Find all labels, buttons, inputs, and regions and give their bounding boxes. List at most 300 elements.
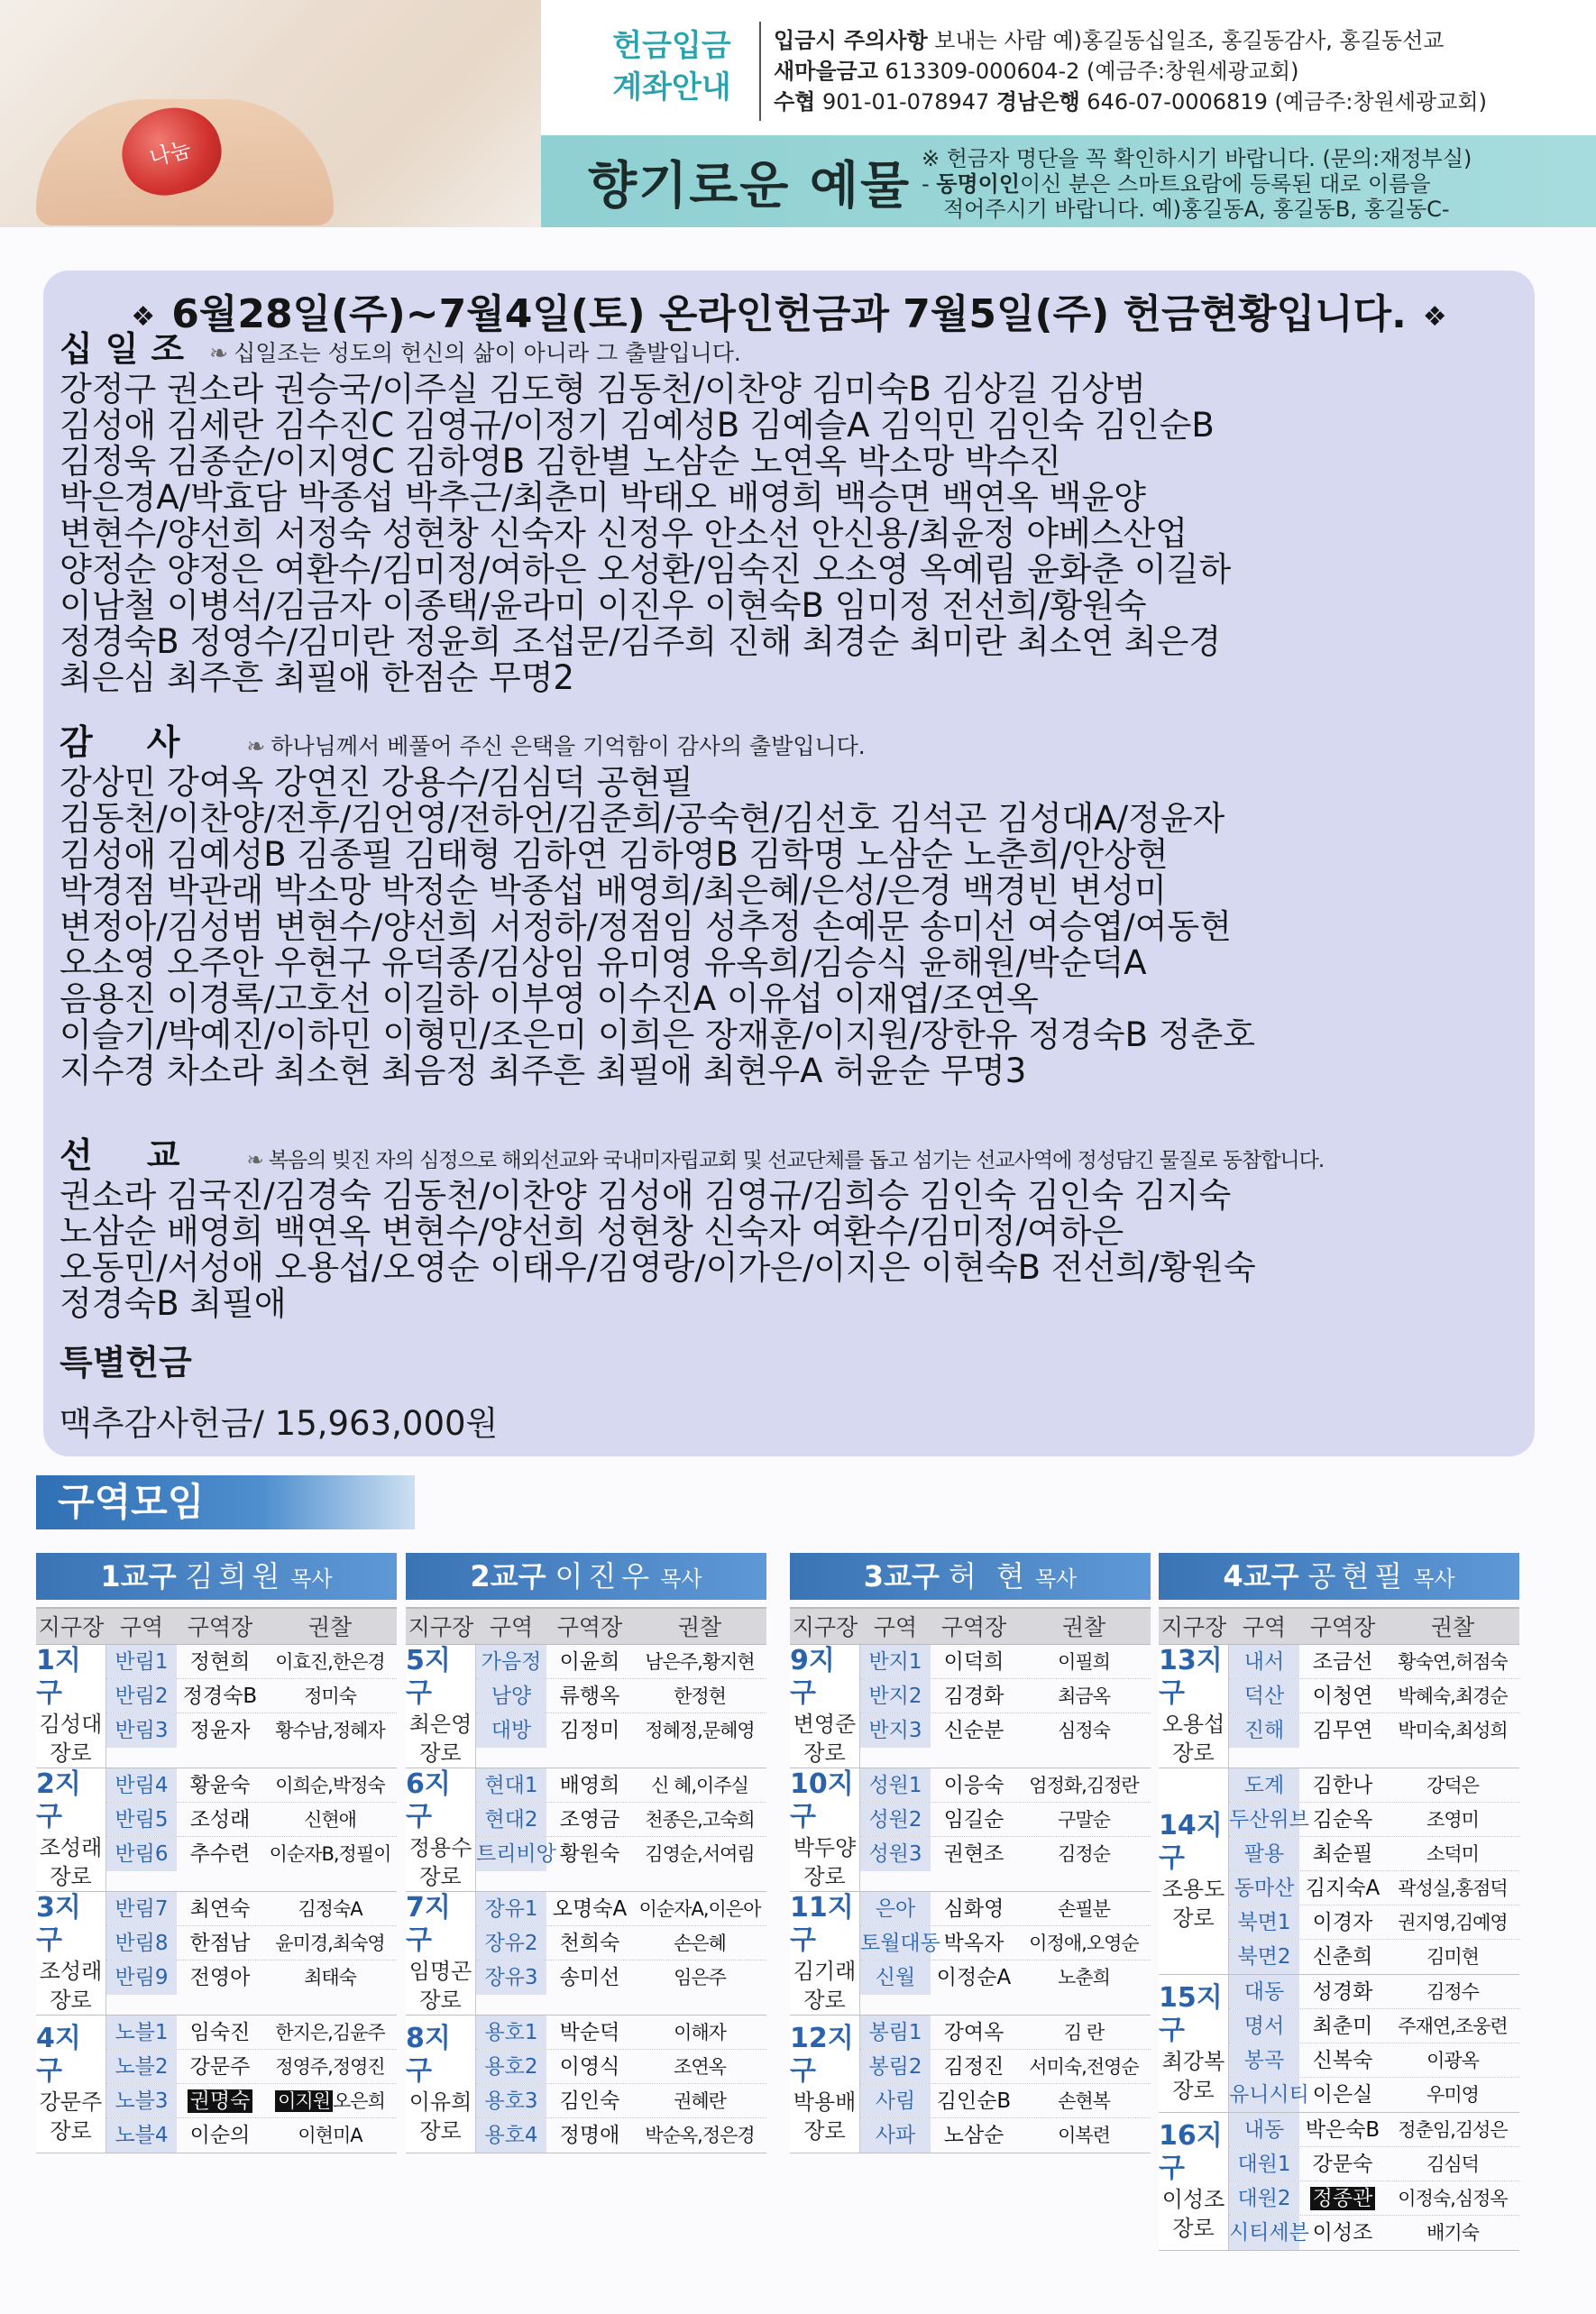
cell-area: 봉곡 — [1229, 2043, 1299, 2077]
district-leader: 이성조 — [1161, 2187, 1225, 2212]
bullet-icon: ❖ — [1422, 300, 1447, 333]
cell-area: 은아 — [860, 1892, 931, 1925]
district-leader-cell — [790, 1645, 860, 1768]
leaf-icon: ❧ — [246, 733, 266, 759]
header-note — [922, 146, 1472, 222]
deposit-notice-text: 보내는 사람 예)홍길동십일조, 홍길동감사, 홍길동선교 — [927, 28, 1445, 53]
district-column-header — [790, 1553, 1151, 1600]
cell-leader: 한점남 — [189, 1932, 251, 1955]
cell-leader: 추수련 — [189, 1842, 251, 1866]
cell-area: 유니시티 — [1229, 2078, 1299, 2112]
name-line: 김동천/이찬양/전후/김언영/전하언/김준희/공숙현/김선호 김석곤 김성대A/정윤자 — [60, 801, 1225, 837]
district-group — [36, 1892, 397, 2016]
name-line: 권소라 김국진/김경숙 김동천/이찬양 김성애 김영규/김희승 김인숙 김인숙 김지숙 — [60, 1178, 1232, 1214]
column-header: 구역 — [873, 1614, 918, 1640]
table-row — [1229, 1871, 1519, 1905]
cell-area: 남양 — [476, 1679, 546, 1713]
parish-name: 4교구 — [1223, 1559, 1299, 1593]
cell-area: 내동 — [1229, 2113, 1299, 2146]
heart-text: 나눔 — [146, 136, 194, 171]
district-leader: 장로 — [419, 1988, 462, 2013]
district-leader-cell — [1159, 1645, 1229, 1768]
cell-area: 토월대동 — [860, 1926, 931, 1960]
cell-assistant: 손은혜 — [674, 1933, 726, 1954]
cell-area: 반지3 — [860, 1713, 931, 1748]
table-row — [860, 2118, 1151, 2153]
table-row — [1229, 1768, 1519, 1803]
cell-assistant: 이현미A — [298, 2125, 362, 2146]
district-leader-cell — [1159, 2113, 1229, 2250]
district-rows — [476, 2016, 766, 2153]
cell-area: 반림6 — [106, 1837, 177, 1871]
cell-area: 대원1 — [1229, 2147, 1299, 2181]
table-row — [860, 1960, 1151, 1995]
table-row — [1229, 2181, 1519, 2216]
table-row — [860, 1892, 1151, 1926]
bullet-icon: ❖ — [131, 300, 156, 333]
table-row — [860, 1713, 1151, 1748]
district-leader: 장로 — [803, 1864, 846, 1889]
column-header: 권찰 — [1430, 1614, 1475, 1640]
district-leader: 김성대 — [39, 1712, 103, 1737]
name-line: 지수경 차소라 최소현 최음정 최주흔 최필애 최현우A 허윤순 무명3 — [60, 1053, 1027, 1089]
district-rows — [106, 1768, 397, 1891]
cell-area: 반림2 — [106, 1679, 177, 1713]
bank-2-account: 901-01-078947 — [815, 89, 996, 115]
cell-assistant: 김미현 — [1426, 1946, 1479, 1968]
table-header-row — [790, 1607, 1151, 1645]
district-rows — [106, 1892, 397, 2015]
cell-leader: 권현조 — [943, 1842, 1004, 1866]
cell-area: 두산위브 — [1229, 1803, 1299, 1836]
cell-leader: 박옥자 — [943, 1932, 1004, 1955]
cell-leader: 정현희 — [189, 1650, 251, 1674]
cell-leader: 조성래 — [189, 1808, 251, 1832]
account-guide-line-2: 계좌안내 — [612, 69, 731, 106]
cell-assistant: 이광옥 — [1426, 2050, 1479, 2071]
cell-assistant: 천종은,고숙희 — [645, 1809, 755, 1831]
district-rows — [476, 1768, 766, 1891]
district-group — [406, 2016, 766, 2153]
table-row — [106, 1837, 397, 1871]
district-leader: 오용섭 — [1161, 1712, 1225, 1737]
district-group — [36, 1645, 397, 1768]
table-row — [106, 2050, 397, 2084]
cell-area: 성원2 — [860, 1803, 931, 1836]
name-line: 변정아/김성범 변현수/양선희 서정하/정점임 성추정 손예문 송미선 여승엽/여동현 — [60, 909, 1232, 945]
cell-leader: 이청연 — [1312, 1685, 1373, 1708]
name-line: 이슬기/박예진/이하민 이형민/조은미 이희은 장재훈/이지원/장한유 정경숙B 정춘호 — [60, 1017, 1256, 1053]
table-row — [106, 1713, 397, 1748]
name-line: 변현수/양선희 서정숙 성현창 신숙자 신정우 안소선 안신용/최윤정 야베스산업 — [60, 516, 1188, 552]
name-line: 오동민/서성애 오용섭/오영순 이태우/김영랑/이가은/이지은 이현숙B 전선희/황원숙 — [60, 1250, 1256, 1286]
district-rows — [476, 1892, 766, 2015]
cell-leader: 신순분 — [943, 1719, 1004, 1742]
district-name: 12지구 — [790, 2023, 854, 2087]
pastor-title: 목사 — [660, 1566, 702, 1592]
pastor-title: 목사 — [1034, 1566, 1078, 1592]
cell-leader: 이성조 — [1312, 2221, 1373, 2245]
cell-leader: 조금선 — [1312, 1650, 1373, 1674]
district-leader: 조성래 — [39, 1959, 103, 1984]
cell-assistant: 박순옥,정은경 — [645, 2125, 755, 2146]
pastor-name: 이진우 — [555, 1559, 656, 1593]
table-row — [860, 1803, 1151, 1837]
district-leader: 장로 — [1172, 1905, 1215, 1931]
table-row — [106, 2016, 397, 2050]
cell-assistant: 이순자B,정필이 — [269, 1843, 391, 1865]
cell-assistant: 황수남,정혜자 — [275, 1720, 385, 1741]
cell-leader: 이윤희 — [559, 1650, 620, 1674]
cell-leader: 노삼순 — [943, 2124, 1004, 2147]
cell-leader: 이경자 — [1312, 1911, 1373, 1934]
cell-area: 반지2 — [860, 1679, 931, 1713]
cell-area: 봉림2 — [860, 2050, 931, 2083]
district-leader: 강문주 — [39, 2089, 103, 2115]
name-line: 양정순 양정은 여환수/김미정/여하은 오성환/임숙진 오소영 옥예림 윤화춘 이길하 — [60, 552, 1232, 588]
district-leader: 장로 — [803, 1740, 846, 1766]
district-leader-cell — [406, 2016, 476, 2153]
district-rows — [106, 2016, 397, 2153]
table-row — [1229, 1837, 1519, 1871]
table-row — [860, 2050, 1151, 2084]
cell-leader: 김정진 — [943, 2055, 1004, 2079]
cell-assistant: 김심덕 — [1426, 2153, 1479, 2175]
cell-assistant: 김 란 — [1063, 2022, 1105, 2043]
cell-leader: 정경숙B — [182, 1685, 258, 1708]
column-header: 구역 — [119, 1614, 164, 1640]
leaf-icon: ❧ — [246, 1149, 263, 1172]
district-leader: 박용배 — [793, 2089, 857, 2115]
district-name: 14지구 — [1159, 1810, 1223, 1874]
cell-assistant: 김정순 — [1058, 1843, 1110, 1865]
district-rows — [476, 1645, 766, 1768]
name-line: 정경숙B 정영수/김미란 정윤희 조섭문/김주희 진해 최경순 최미란 최소연 최은경 — [60, 624, 1222, 660]
mission-section-title — [60, 1127, 1324, 1177]
column-header: 구역장 — [556, 1614, 623, 1640]
cell-area: 대동 — [1229, 1975, 1299, 2008]
section-title: 감사 — [60, 722, 234, 762]
bank-1-label: 새마을금고 — [774, 59, 878, 84]
district-name: 16지구 — [1159, 2120, 1223, 2184]
cell-area: 가음정 — [476, 1645, 546, 1678]
cell-assistant: 권지영,김예영 — [1398, 1912, 1508, 1933]
cell-leader: 김무연 — [1312, 1719, 1373, 1742]
thanks-section-title — [60, 714, 866, 764]
cell-assistant: 최금옥 — [1058, 1685, 1110, 1707]
cell-area: 반림5 — [106, 1803, 177, 1836]
cell-area: 동마산 — [1229, 1871, 1299, 1905]
cell-leader: 정명애 — [559, 2124, 620, 2147]
tithe-section-title — [60, 321, 741, 371]
header-divider — [759, 22, 761, 121]
cell-leader: 임길순 — [943, 1808, 1004, 1832]
cell-assistant: 조연옥 — [674, 2056, 726, 2078]
district-leader: 장로 — [50, 1740, 92, 1766]
leaf-icon: ❧ — [209, 340, 229, 366]
district-name: 13지구 — [1159, 1645, 1223, 1709]
table-row — [1229, 1803, 1519, 1837]
district-leader-cell — [36, 1768, 106, 1891]
table-row — [476, 1768, 766, 1803]
cell-leader: 최연숙 — [189, 1897, 251, 1921]
district-name: 5지구 — [406, 1645, 451, 1709]
cell-area: 노블2 — [106, 2050, 177, 2083]
cell-assistant: 정혜정,문혜영 — [645, 1720, 755, 1741]
cell-area: 시티세븐 — [1229, 2216, 1299, 2250]
district-leader-cell — [406, 1645, 476, 1768]
cell-area: 반림7 — [106, 1892, 177, 1925]
district-leader: 장로 — [1172, 2078, 1215, 2103]
name-line: 김성애 김세란 김수진C 김영규/이정기 김예성B 김예슬A 김익민 김인숙 김인순B — [60, 408, 1215, 444]
table-row — [106, 1768, 397, 1803]
cell-leader: 김경화 — [943, 1685, 1004, 1708]
cell-assistant: 이해자 — [674, 2022, 726, 2043]
column-header: 지구장 — [408, 1614, 474, 1640]
district-leader: 김기래 — [793, 1959, 857, 1984]
column-header: 지구장 — [1160, 1614, 1227, 1640]
cell-assistant: 남은주,황지현 — [645, 1651, 755, 1673]
cell-leader: 황원숙 — [559, 1842, 620, 1866]
district-leader: 장로 — [1172, 1740, 1215, 1766]
cell-assistant: 강덕은 — [1426, 1775, 1479, 1796]
cell-leader: 김인숙 — [559, 2089, 620, 2113]
district-column-header — [406, 1553, 766, 1600]
district-name: 7지구 — [406, 1892, 451, 1956]
offering-header — [0, 0, 1596, 227]
cell-assistant: 최태숙 — [304, 1967, 356, 1988]
district-group — [406, 1892, 766, 2016]
pastor-name: 공현필 — [1307, 1559, 1408, 1593]
district-group — [1159, 1975, 1519, 2113]
district-name: 6지구 — [406, 1768, 451, 1832]
table-row — [106, 1803, 397, 1837]
column-header: 구역 — [489, 1614, 534, 1640]
table-row — [1229, 2009, 1519, 2043]
pastor-title: 목사 — [290, 1566, 333, 1592]
district-leader: 장로 — [803, 1988, 846, 2013]
district-leader: 조용도 — [1161, 1877, 1225, 1902]
table-row — [860, 1926, 1151, 1960]
cell-assistant: 정미숙 — [304, 1685, 356, 1707]
district-rows — [860, 1892, 1151, 2015]
district-leader: 임명곤 — [408, 1959, 472, 1984]
cell-assistant: 김영순,서여림 — [645, 1843, 755, 1865]
cell-assistant: 권혜란 — [674, 2090, 726, 2112]
cell-area: 북면1 — [1229, 1905, 1299, 1939]
district-group — [790, 2016, 1151, 2153]
cell-area: 장유1 — [476, 1892, 546, 1925]
district-name: 10지구 — [790, 1768, 854, 1832]
cell-area: 성원1 — [860, 1768, 931, 1802]
table-row — [106, 1892, 397, 1926]
district-column — [406, 1553, 766, 2153]
cell-leader: 최춘미 — [1312, 2015, 1373, 2038]
district-name: 15지구 — [1159, 1982, 1223, 2046]
cell-area: 팔용 — [1229, 1837, 1299, 1870]
cell-area: 대원2 — [1229, 2181, 1299, 2215]
table-row — [1229, 1679, 1519, 1713]
header-note-line-1: ※ 헌금자 명단을 꼭 확인하시기 바랍니다. (문의:재정부실) — [922, 146, 1472, 171]
cell-assistant: 이필희 — [1058, 1651, 1110, 1673]
cell-area: 진해 — [1229, 1713, 1299, 1748]
name-line: 최은심 최주흔 최필애 한점순 무명2 — [60, 660, 574, 696]
cell-leader: 박은숙B — [1305, 2118, 1380, 2142]
cell-assistant: 신 혜,이주실 — [651, 1775, 748, 1796]
district-rows — [106, 1645, 397, 1768]
bank-1-account: 613309-000604-2 (예금주:창원세광교회) — [877, 59, 1299, 84]
cell-assistant: 임은주 — [674, 1967, 726, 1988]
table-header-row — [36, 1607, 397, 1645]
district-group — [1159, 1645, 1519, 1768]
table-row — [1229, 2043, 1519, 2078]
district-rows — [860, 1645, 1151, 1768]
cell-area: 반림9 — [106, 1960, 177, 1995]
cell-area: 반림3 — [106, 1713, 177, 1748]
cell-leader: 전영아 — [189, 1966, 251, 1989]
cell-leader: 최순필 — [1312, 1842, 1373, 1866]
cell-leader: 심화영 — [943, 1897, 1004, 1921]
cell-assistant: 한지은,김윤주 — [275, 2022, 385, 2043]
table-row — [860, 1645, 1151, 1679]
cell-assistant: 김정수 — [1426, 1981, 1479, 2003]
cell-assistant: 심정숙 — [1058, 1720, 1110, 1741]
table-row — [860, 2084, 1151, 2118]
district-leader: 장로 — [803, 2118, 846, 2144]
cell-leader: 배영희 — [559, 1774, 620, 1797]
district-name: 1지구 — [36, 1645, 81, 1709]
name-line: 박경점 박관래 박소망 박정순 박종섭 배영희/최은혜/은성/은경 백경빈 변성미 — [60, 873, 1167, 909]
table-row — [1229, 2216, 1519, 2250]
cell-assistant: 서미숙,전영순 — [1029, 2056, 1139, 2078]
headline-date-range: 6월28일(주)~7월4일(토) 온라인헌금 — [171, 291, 851, 337]
district-group — [36, 1768, 397, 1892]
account-info — [774, 25, 1487, 117]
bank-3-account: 646-07-0006819 (예금주:창원세광교회) — [1079, 89, 1487, 115]
table-row — [106, 2084, 397, 2118]
district-leader: 장로 — [50, 1864, 92, 1889]
district-group — [1159, 2113, 1519, 2251]
offering-list-box — [43, 271, 1535, 1456]
cell-assistant: 윤미경,최숙영 — [275, 1933, 385, 1954]
district-group — [1159, 1768, 1519, 1975]
tithe-names — [60, 372, 1231, 696]
header-note-line-2: 이신 분은 스마트요람에 등록된 대로 이름을 — [1020, 171, 1431, 197]
column-header: 구역장 — [940, 1614, 1007, 1640]
special-offering-label: 특별헌금 — [60, 1343, 192, 1382]
cell-leader: 정윤자 — [189, 1719, 251, 1742]
table-row — [476, 1645, 766, 1679]
cell-area: 현대2 — [476, 1803, 546, 1836]
deposit-notice-label: 입금시 주의사항 — [774, 28, 928, 53]
cell-leader: 김인순B — [936, 2089, 1012, 2113]
district-name: 3지구 — [36, 1892, 81, 1956]
cell-assistant: 한정현 — [674, 1685, 726, 1707]
district-group — [790, 1645, 1151, 1768]
cell-leader: 이영식 — [559, 2055, 620, 2079]
parish-name: 1교구 — [100, 1559, 177, 1593]
cell-leader: 이덕희 — [943, 1650, 1004, 1674]
table-row — [476, 1679, 766, 1713]
district-leader: 변영준 — [793, 1712, 857, 1737]
table-row — [1229, 1940, 1519, 1974]
name-line: 정경숙B 최필애 — [60, 1286, 287, 1322]
cell-assistant: 조영미 — [1426, 1809, 1479, 1831]
cell-assistant: 구말순 — [1058, 1809, 1110, 1831]
cell-area: 사림 — [860, 2084, 931, 2117]
district-column — [1159, 1553, 1519, 2251]
district-rows — [1229, 1975, 1519, 2112]
cell-leader: 김정미 — [559, 1719, 620, 1742]
parish-name: 3교구 — [863, 1559, 940, 1593]
district-group — [36, 2016, 397, 2153]
page-title: 향기로운 예물 — [588, 157, 912, 216]
section-tagline: 하나님께서 베풀어 주신 은택을 기억함이 감사의 출발입니다. — [271, 733, 866, 759]
district-leader: 장로 — [419, 1864, 462, 1889]
name-line: 강상민 강여옥 강연진 강용수/김심덕 공현필 — [60, 765, 693, 801]
cell-assistant: 손필분 — [1058, 1898, 1110, 1920]
cell-assistant: 박혜숙,최경순 — [1398, 1685, 1508, 1707]
cell-leader: 천희숙 — [559, 1932, 620, 1955]
table-row — [476, 1926, 766, 1960]
table-row — [476, 1803, 766, 1837]
cell-assistant: 정영주,정영진 — [275, 2056, 385, 2078]
section-title: 선교 — [60, 1135, 234, 1175]
table-row — [476, 1960, 766, 1995]
header-note-prefix: - — [922, 171, 937, 197]
district-group — [406, 1768, 766, 1892]
table-row — [1229, 2113, 1519, 2147]
table-row — [106, 1645, 397, 1679]
table-row — [106, 1679, 397, 1713]
table-row — [476, 2050, 766, 2084]
district-rows — [1229, 1645, 1519, 1768]
cell-area: 용호4 — [476, 2118, 546, 2153]
pastor-title: 목사 — [1413, 1566, 1455, 1592]
cell-leader — [1299, 2181, 1386, 2215]
district-leader: 정용수 — [408, 1835, 472, 1860]
headline-rest: 과 7월5일(주) 헌금현황입니다. — [850, 291, 1407, 337]
cell-leader: 이응숙 — [943, 1774, 1004, 1797]
district-leader: 장로 — [419, 2118, 462, 2144]
cell-assistant: 우미영 — [1426, 2084, 1479, 2106]
district-leader: 장로 — [419, 1740, 462, 1766]
district-name: 9지구 — [790, 1645, 835, 1709]
cell-assistant: 박미숙,최성희 — [1398, 1720, 1508, 1741]
cell-area: 현대1 — [476, 1768, 546, 1802]
cell-assistant: 이복련 — [1058, 2125, 1110, 2146]
table-row — [476, 2084, 766, 2118]
section-tagline: 복음의 빚진 자의 심정으로 해외선교와 국내미자립교회 및 선교단체를 돕고 섬기는 선교사역에 정성담긴 물질로 동참합니다. — [268, 1149, 1325, 1172]
table-row — [476, 1713, 766, 1748]
thanks-names — [60, 765, 1255, 1089]
cell-assistant: 손현복 — [1058, 2090, 1110, 2112]
header-note-line-3: 적어주시기 바랍니다. 예)홍길동A, 홍길동B, 홍길동C- — [943, 197, 1450, 222]
table-row — [1229, 1975, 1519, 2009]
table-row — [1229, 2078, 1519, 2112]
section-tagline: 십일조는 성도의 헌신의 삶이 아니라 그 출발입니다. — [234, 340, 741, 366]
bank-3-label: 경남은행 — [995, 89, 1080, 115]
name-line: 노삼순 배영희 백연옥 변현수/양선희 성현창 신숙자 여환수/김미정/여하은 — [60, 1214, 1124, 1250]
cell-area: 반림8 — [106, 1926, 177, 1960]
table-row — [860, 1679, 1151, 1713]
district-name: 2지구 — [36, 1768, 81, 1832]
table-row — [106, 1960, 397, 1995]
district-rows — [1229, 1768, 1519, 1974]
cell-area: 신월 — [860, 1960, 931, 1995]
cell-leader: 이은실 — [1312, 2083, 1373, 2107]
column-header: 구역장 — [187, 1614, 253, 1640]
